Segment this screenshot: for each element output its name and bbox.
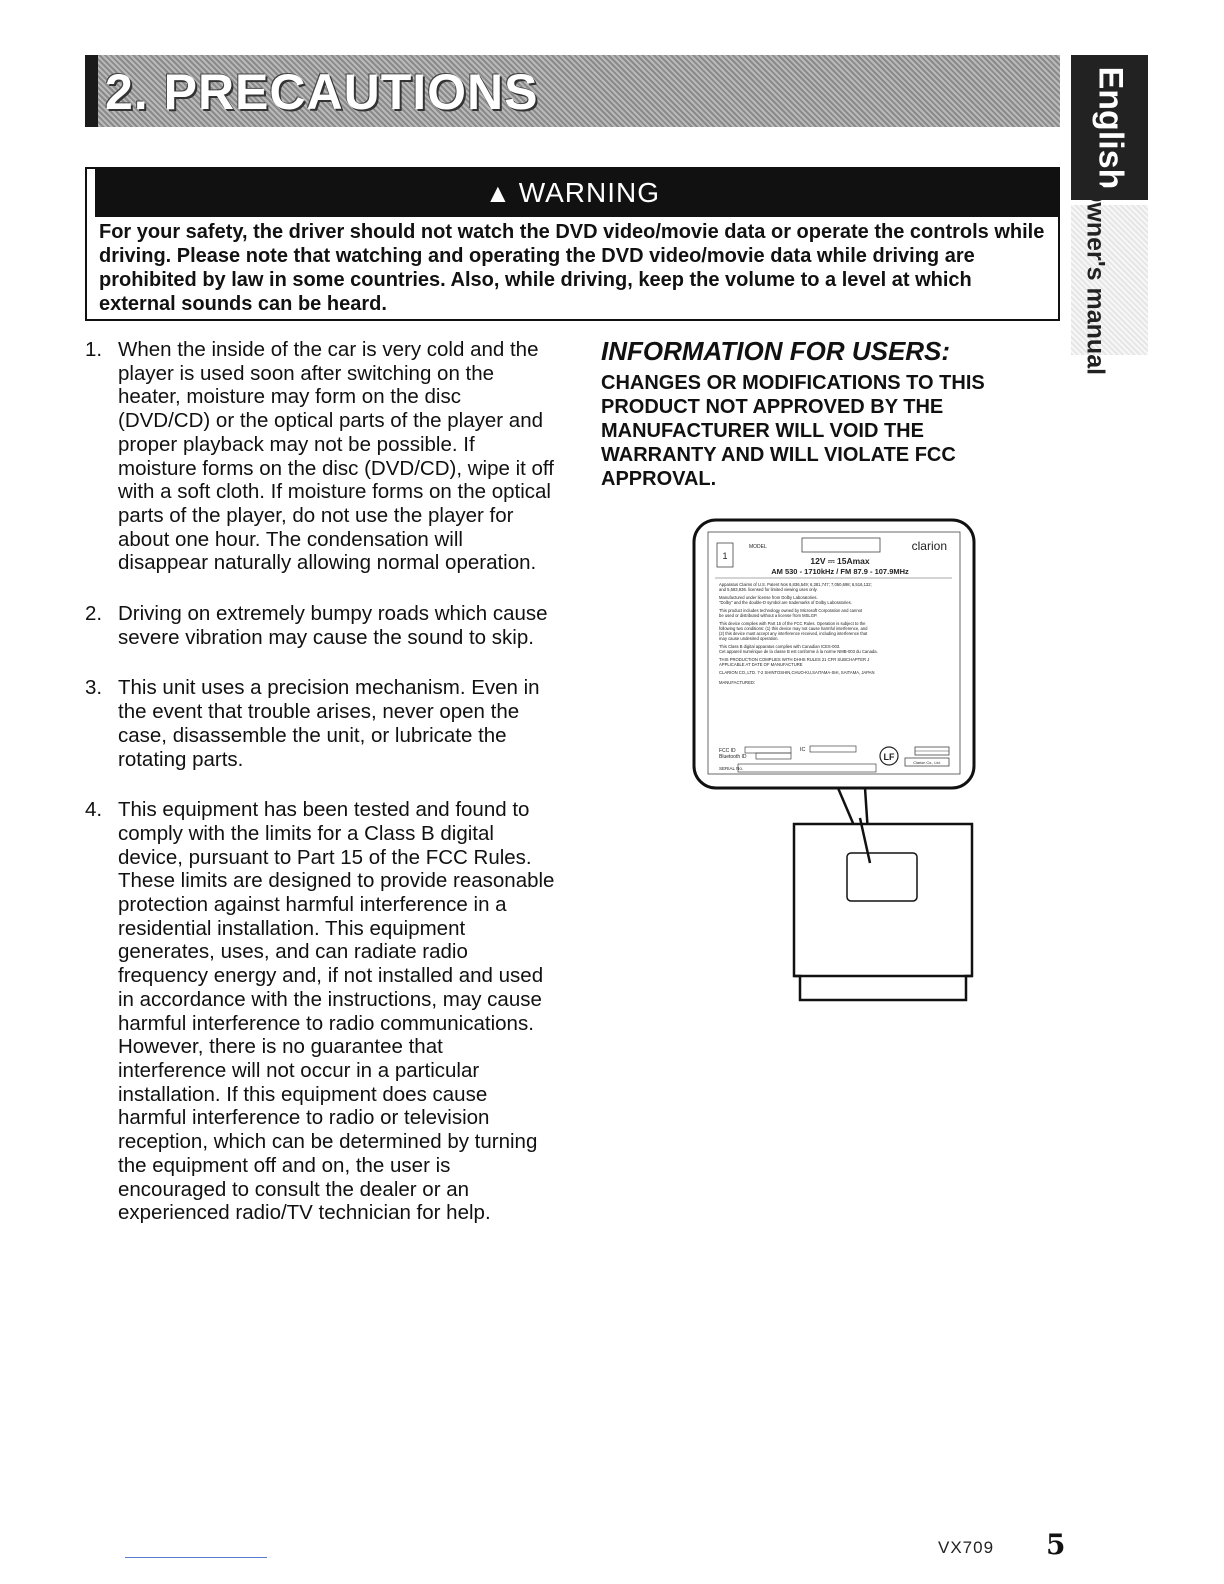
list-item-number: 3. — [85, 676, 103, 700]
list-item-number: 4. — [85, 798, 103, 822]
label-fine-print: This device complies with Part 15 of the FCC Rules. Operation is subject to the — [719, 621, 866, 626]
label-brand: clarion — [911, 539, 947, 553]
warning-box — [85, 167, 1060, 321]
product-label-diagram — [690, 518, 980, 1006]
label-ic: IC — [800, 747, 806, 753]
info-text: CHANGES OR MODIFICATIONS TO THIS PRODUCT NOT APPROVED BY THE MANUFACTURER WILL VOID THE WARRANTY AND WILL VIOLATE FCC APPROVAL. — [601, 372, 985, 490]
list-item — [85, 338, 555, 575]
list-item-number: 2. — [85, 602, 103, 626]
info-title: INFORMATION FOR USERS: — [601, 336, 951, 366]
list-item — [85, 676, 555, 771]
manual-tab — [1071, 182, 1148, 376]
label-fine-print: This Class B digital apparatus complies with Canadian ICES-003. — [719, 644, 841, 649]
manual-label: Owner's manual — [1081, 182, 1110, 376]
unit-base — [794, 976, 972, 1000]
precautions-list — [85, 338, 555, 1252]
warning-accent — [87, 169, 98, 217]
label-fine-print: MANUFACTURED: — [719, 680, 756, 685]
language-tab — [1071, 55, 1148, 200]
list-item-text: This equipment has been tested and found to comply with the limits for a Class B digital device, pursuant to Part 15 of the FCC Rules. These limits are designed to provide reasonable protection against harmful interference in a residential installation. This equipment generates, uses, and can radiate radio frequency energy and, if not installed and used in accordance with the instructions, may cause harmful interference to radio communications. However, there is no guarantee that interference will not occur in a particular installation. If this equipment does cause harmful interference to radio or television reception, which can be determined by turning the equipment off and on, the user is encouraged to consult the dealer or an experienced radio/TV technician for help. — [118, 798, 555, 1225]
label-fine-print: APPLICABLE AT DATE OF MANUFACTURE — [719, 662, 803, 667]
label-model: MODEL — [749, 544, 767, 550]
list-item-text: This unit uses a precision mechanism. Even in the event that trouble arises, never open the case, disassemble the unit, or lubricate the rotating parts. — [118, 676, 540, 771]
list-item — [85, 602, 555, 649]
label-power: 12V ⎓ 15Amax — [810, 556, 870, 566]
warning-triangle-icon: ▲ — [484, 177, 511, 208]
label-fine-print: Apparatus Claims of U.S. Patent Nos 6,836,549; 6,381,747; 7,050,698; 6,516,132; — [719, 582, 872, 587]
warning-title: WARNING — [518, 177, 661, 208]
label-fine-print: THIS PRODUCTION COMPLIES WITH DHHS RULES 21 CFR SUBCHAPTER J — [719, 657, 870, 662]
label-serial: SERIAL No. — [719, 766, 744, 771]
label-fcc-id: FCC ID — [719, 748, 736, 754]
label-fine-print: and 5,583,936. licensed for limited viewing uses only. — [719, 587, 818, 592]
label-fine-print: Manufactured under license from Dolby Laboratories. — [719, 595, 818, 600]
warning-header — [87, 169, 1058, 217]
label-fine-print: following two conditions: (1) this device may not cause harmful interference, and — [719, 626, 868, 631]
label-location-marker — [847, 853, 917, 901]
label-maker: Clarion Co., Ltd. — [913, 761, 941, 765]
list-item — [85, 798, 555, 1225]
page-number: 5 — [1046, 1528, 1066, 1561]
warning-text: For your safety, the driver should not watch the DVD video/movie data or operate the controls while driving. Please note that watching and operating the DVD video/movie data while driving are prohibited by law in some countries. Also, while driving, keep the volume to a level at which external sounds can be heard. — [99, 221, 1045, 315]
section-title: 2. PRECAUTIONS — [105, 64, 539, 120]
label-fine-print: (2) this device must accept any interference received, including interference that — [719, 631, 868, 636]
title-accent-bar — [85, 55, 98, 127]
footer-model: VX709 — [938, 1538, 995, 1557]
list-item-number: 1. — [85, 338, 103, 361]
label-fine-print: Cet appareil numérique de la classe B est conforme à la norme NMB-003 du Canada. — [719, 649, 878, 654]
label-fine-print: "Dolby" and the double-D symbol are trademarks of Dolby Laboratories. — [719, 600, 852, 605]
label-lf-mark: LF — [883, 752, 895, 762]
label-bluetooth-id: Bluetooth ID — [719, 754, 747, 760]
label-bands: AM 530 - 1710kHz / FM 87.9 - 107.9MHz — [771, 567, 909, 576]
list-item-text: Driving on extremely bumpy roads which cause severe vibration may cause the sound to skip. — [118, 602, 548, 649]
section-title-band — [85, 55, 1060, 127]
list-item-text: When the inside of the car is very cold and the player is used soon after switching on the heater, moisture may form on the disc (DVD/CD) or the optical parts of the player and proper playback may not be possible. If moisture forms on the disc (DVD/CD), wipe it off with a soft cloth. If moisture forms on the optical parts of the player, do not use the player for about one hour. The condensation will disappear naturally allowing normal operation. — [118, 338, 554, 575]
label-fine-print: may cause undesired operation. — [719, 636, 779, 641]
footer-rule — [125, 1557, 267, 1558]
svg-text:1: 1 — [722, 551, 728, 561]
label-fine-print: This product includes technology owned by Microsoft Corporation and cannot — [719, 608, 863, 613]
language-label: English — [1091, 66, 1129, 189]
label-fine-print: CLARION CO.,LTD. 7-2 SHINTOSHIN,CHUO-KU,SAITAMA-SHI, SAITAMA, JAPAN — [719, 670, 875, 675]
label-fine-print: be used or distributed without a license from MSLGP. — [719, 613, 818, 618]
